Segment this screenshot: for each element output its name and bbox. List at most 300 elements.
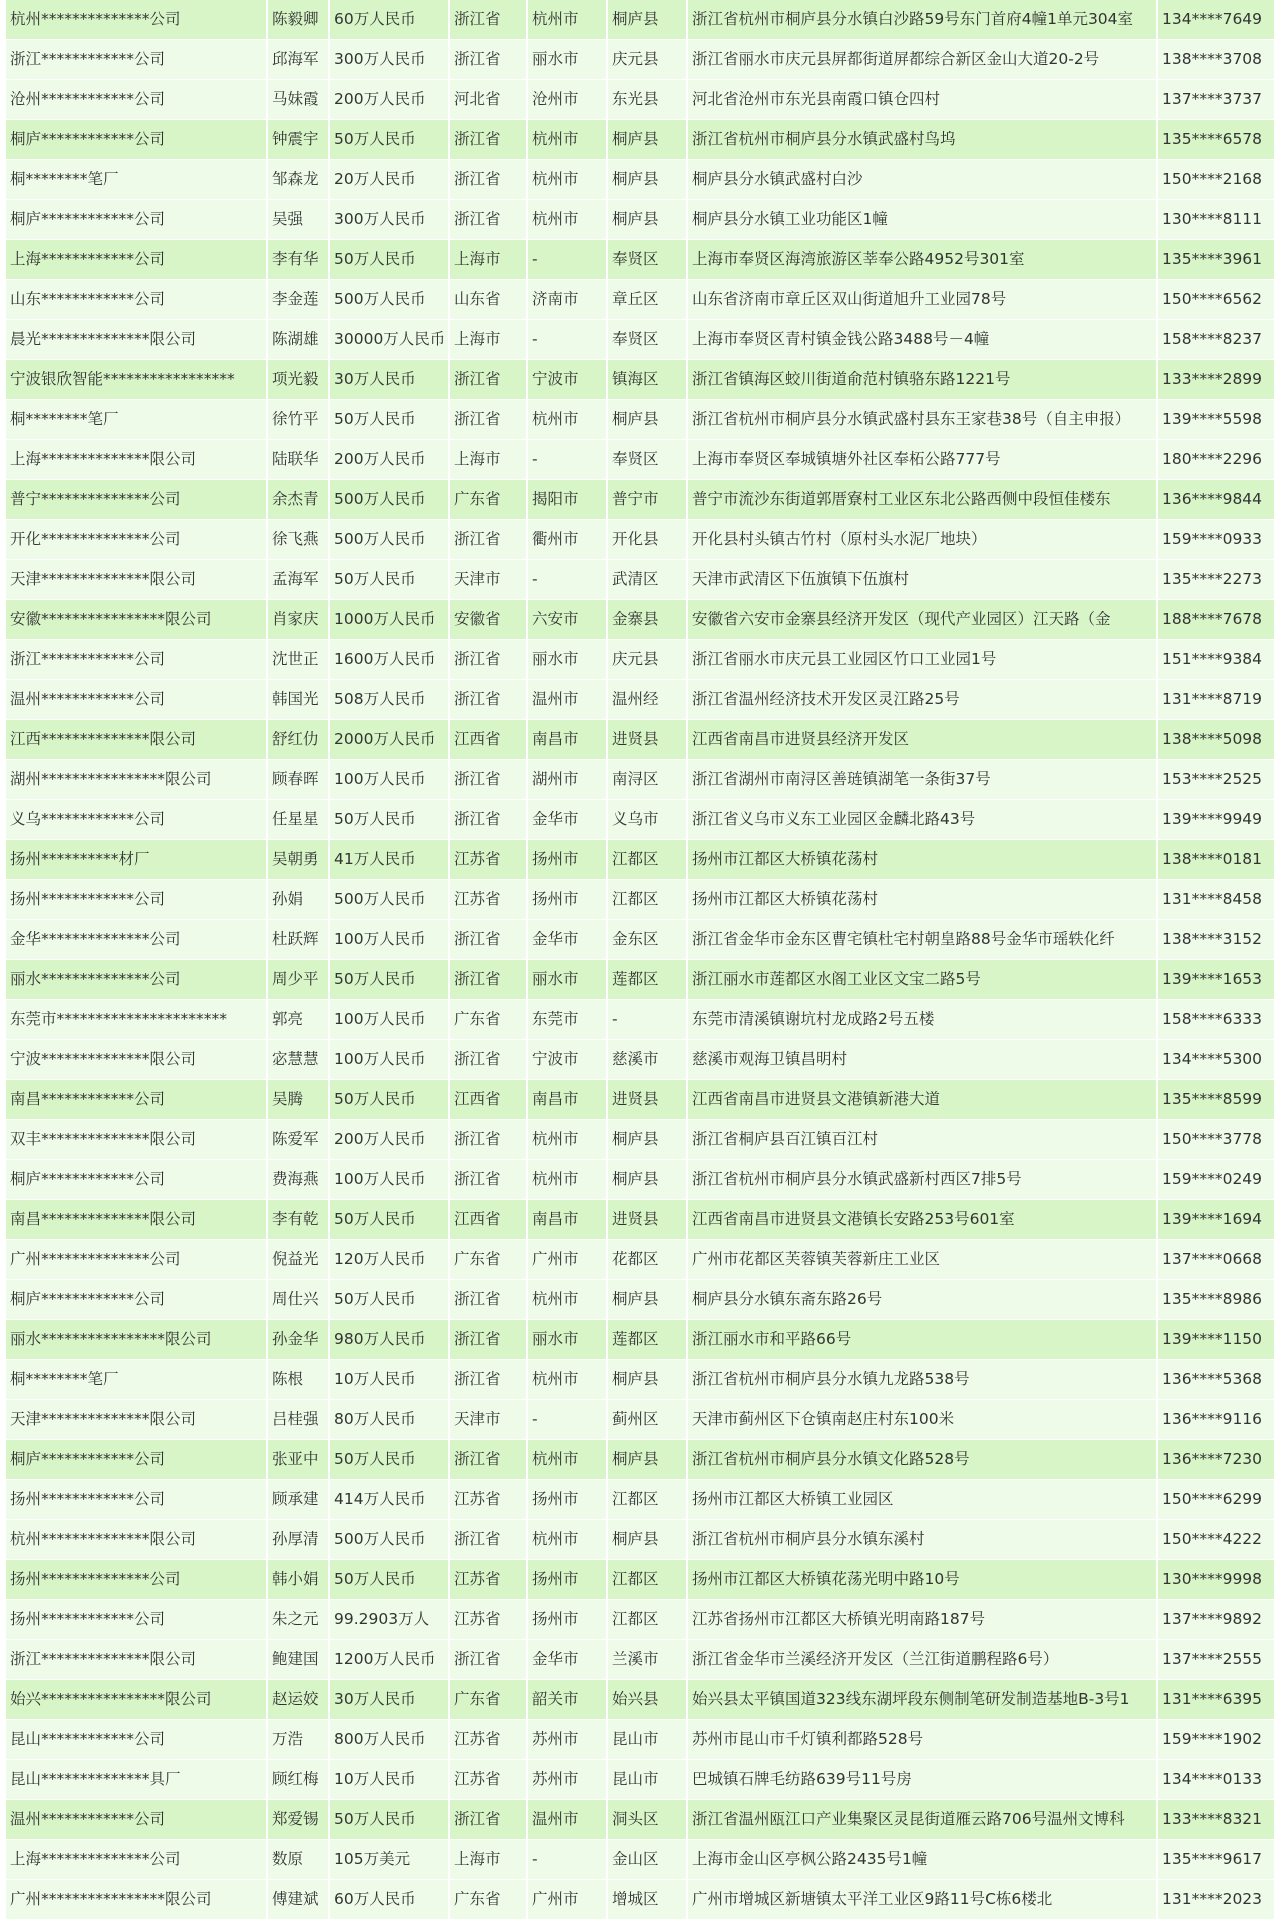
phone-cell: 130****9998 xyxy=(1156,1560,1274,1599)
contact-name-cell: 张亚中 xyxy=(266,1440,328,1479)
city-cell: 丽水市 xyxy=(526,1320,606,1359)
address-cell: 浙江省丽水市庆元县屏都街道屏都综合新区金山大道20-2号 xyxy=(686,40,1156,79)
district-cell: 桐庐县 xyxy=(606,200,686,239)
province-cell: 浙江省 xyxy=(448,200,526,239)
phone-cell: 133****8321 xyxy=(1156,1800,1274,1839)
address-cell: 桐庐县分水镇东斋东路26号 xyxy=(686,1280,1156,1319)
province-cell: 浙江省 xyxy=(448,1440,526,1479)
registered-capital-cell: 980万人民币 xyxy=(328,1320,448,1359)
phone-cell: 137****9892 xyxy=(1156,1600,1274,1639)
table-row xyxy=(6,720,1274,760)
registered-capital-cell: 50万人民币 xyxy=(328,1200,448,1239)
company-name-cell: 上海************公司 xyxy=(10,250,166,268)
contact-name-cell: 李有乾 xyxy=(266,1200,328,1239)
province-cell: 浙江省 xyxy=(448,640,526,679)
table-row xyxy=(6,1120,1274,1160)
district-cell: 兰溪市 xyxy=(606,1640,686,1679)
contact-name-cell: 钟震宇 xyxy=(266,120,328,159)
province-cell: 上海市 xyxy=(448,240,526,279)
registered-capital-cell: 500万人民币 xyxy=(328,1520,448,1559)
phone-cell: 136****7230 xyxy=(1156,1440,1274,1479)
phone-cell: 139****1694 xyxy=(1156,1200,1274,1239)
province-cell: 浙江省 xyxy=(448,920,526,959)
phone-cell: 158****8237 xyxy=(1156,320,1274,359)
table-row xyxy=(6,1800,1274,1840)
address-cell: 浙江省杭州市桐庐县分水镇东溪村 xyxy=(686,1520,1156,1559)
registered-capital-cell: 50万人民币 xyxy=(328,560,448,599)
phone-cell: 135****8599 xyxy=(1156,1080,1274,1119)
table-row xyxy=(6,600,1274,640)
province-cell: 江西省 xyxy=(448,1080,526,1119)
province-cell: 山东省 xyxy=(448,280,526,319)
city-cell: 苏州市 xyxy=(526,1760,606,1799)
registered-capital-cell: 500万人民币 xyxy=(328,480,448,519)
province-cell: 天津市 xyxy=(448,1400,526,1439)
district-cell: 温州经 xyxy=(606,680,686,719)
district-cell: - xyxy=(606,1000,686,1039)
table-row xyxy=(6,280,1274,320)
table-row xyxy=(6,1680,1274,1720)
city-cell: 广州市 xyxy=(526,1880,606,1919)
province-cell: 浙江省 xyxy=(448,360,526,399)
city-cell: 温州市 xyxy=(526,680,606,719)
address-cell: 浙江省杭州市桐庐县分水镇武盛村县东王家巷38号（自主申报） xyxy=(686,400,1156,439)
province-cell: 浙江省 xyxy=(448,960,526,999)
company-name-cell: 昆山************公司 xyxy=(10,1730,166,1748)
contact-name-cell: 陈爱军 xyxy=(266,1120,328,1159)
address-cell: 桐庐县分水镇工业功能区1幢 xyxy=(686,200,1156,239)
province-cell: 河北省 xyxy=(448,80,526,119)
registered-capital-cell: 500万人民币 xyxy=(328,280,448,319)
phone-cell: 131****8458 xyxy=(1156,880,1274,919)
registered-capital-cell: 99.2903万人 xyxy=(328,1600,448,1639)
phone-cell: 159****0249 xyxy=(1156,1160,1274,1199)
contact-name-cell: 孙金华 xyxy=(266,1320,328,1359)
registered-capital-cell: 80万人民币 xyxy=(328,1400,448,1439)
phone-cell: 159****1902 xyxy=(1156,1720,1274,1759)
registered-capital-cell: 41万人民币 xyxy=(328,840,448,879)
contact-name-cell: 郭亮 xyxy=(266,1000,328,1039)
contact-name-cell: 郑爱锡 xyxy=(266,1800,328,1839)
contact-name-cell: 傅建斌 xyxy=(266,1880,328,1919)
table-row xyxy=(6,120,1274,160)
phone-cell: 139****1653 xyxy=(1156,960,1274,999)
district-cell: 奉贤区 xyxy=(606,320,686,359)
company-name-cell: 开化**************公司 xyxy=(10,530,181,548)
district-cell: 金寨县 xyxy=(606,600,686,639)
address-cell: 浙江丽水市莲都区水阁工业区文宝二路5号 xyxy=(686,960,1156,999)
table-row xyxy=(6,1040,1274,1080)
city-cell: 扬州市 xyxy=(526,1480,606,1519)
company-name-cell: 安徽****************限公司 xyxy=(10,610,212,628)
phone-cell: 137****2555 xyxy=(1156,1640,1274,1679)
province-cell: 江苏省 xyxy=(448,1560,526,1599)
address-cell: 扬州市江都区大桥镇花荡村 xyxy=(686,840,1156,879)
phone-cell: 137****3737 xyxy=(1156,80,1274,119)
province-cell: 浙江省 xyxy=(448,520,526,559)
company-name-cell: 桐庐************公司 xyxy=(10,1290,166,1308)
phone-cell: 137****0668 xyxy=(1156,1240,1274,1279)
city-cell: 金华市 xyxy=(526,1640,606,1679)
city-cell: 杭州市 xyxy=(526,200,606,239)
table-row xyxy=(6,1520,1274,1560)
phone-cell: 136****9116 xyxy=(1156,1400,1274,1439)
province-cell: 广东省 xyxy=(448,480,526,519)
company-name-cell: 桐********笔厂 xyxy=(10,1370,119,1388)
company-name-cell: 上海**************限公司 xyxy=(10,450,197,468)
company-name-cell: 宁波银欣智能***************** xyxy=(10,370,235,388)
table-row xyxy=(6,1200,1274,1240)
province-cell: 江苏省 xyxy=(448,1480,526,1519)
phone-cell: 135****6578 xyxy=(1156,120,1274,159)
registered-capital-cell: 200万人民币 xyxy=(328,1120,448,1159)
province-cell: 江西省 xyxy=(448,1200,526,1239)
address-cell: 广州市增城区新塘镇太平洋工业区9路11号C栋6楼北 xyxy=(686,1880,1156,1919)
address-cell: 江西省南昌市进贤县经济开发区 xyxy=(686,720,1156,759)
province-cell: 浙江省 xyxy=(448,1160,526,1199)
address-cell: 浙江省杭州市桐庐县分水镇文化路528号 xyxy=(686,1440,1156,1479)
company-name-cell: 湖州****************限公司 xyxy=(10,770,212,788)
table-row xyxy=(6,320,1274,360)
city-cell: - xyxy=(526,320,606,359)
registered-capital-cell: 50万人民币 xyxy=(328,120,448,159)
table-row xyxy=(6,1000,1274,1040)
phone-cell: 150****4222 xyxy=(1156,1520,1274,1559)
contact-name-cell: 杜跃辉 xyxy=(266,920,328,959)
city-cell: - xyxy=(526,560,606,599)
address-cell: 浙江省义乌市义东工业园区金麟北路43号 xyxy=(686,800,1156,839)
contact-name-cell: 万浩 xyxy=(266,1720,328,1759)
table-row xyxy=(6,0,1274,40)
district-cell: 江都区 xyxy=(606,1560,686,1599)
table-row xyxy=(6,240,1274,280)
city-cell: 杭州市 xyxy=(526,400,606,439)
city-cell: 杭州市 xyxy=(526,1520,606,1559)
company-name-cell: 扬州************公司 xyxy=(10,890,166,908)
registered-capital-cell: 10万人民币 xyxy=(328,1760,448,1799)
table-row xyxy=(6,1320,1274,1360)
district-cell: 桐庐县 xyxy=(606,1360,686,1399)
contact-name-cell: 任星星 xyxy=(266,800,328,839)
company-name-cell: 桐庐************公司 xyxy=(10,210,166,228)
phone-cell: 135****8986 xyxy=(1156,1280,1274,1319)
address-cell: 浙江省桐庐县百江镇百江村 xyxy=(686,1120,1156,1159)
address-cell: 江西省南昌市进贤县文港镇长安路253号601室 xyxy=(686,1200,1156,1239)
address-cell: 浙江省金华市兰溪经济开发区（兰江街道鹏程路6号） xyxy=(686,1640,1156,1679)
contact-name-cell: 陈毅卿 xyxy=(266,0,328,39)
contact-name-cell: 马妹霞 xyxy=(266,80,328,119)
district-cell: 花都区 xyxy=(606,1240,686,1279)
table-row xyxy=(6,1760,1274,1800)
table-row xyxy=(6,1280,1274,1320)
registered-capital-cell: 1200万人民币 xyxy=(328,1640,448,1679)
province-cell: 广东省 xyxy=(448,1240,526,1279)
contact-name-cell: 鲍建国 xyxy=(266,1640,328,1679)
phone-cell: 133****2899 xyxy=(1156,360,1274,399)
district-cell: 莲都区 xyxy=(606,960,686,999)
province-cell: 浙江省 xyxy=(448,1280,526,1319)
company-name-cell: 杭州**************公司 xyxy=(10,10,181,28)
district-cell: 慈溪市 xyxy=(606,1040,686,1079)
province-cell: 浙江省 xyxy=(448,1360,526,1399)
city-cell: 湖州市 xyxy=(526,760,606,799)
address-cell: 上海市奉贤区奉城镇塘外社区奉柘公路777号 xyxy=(686,440,1156,479)
city-cell: 广州市 xyxy=(526,1240,606,1279)
table-row xyxy=(6,1560,1274,1600)
registered-capital-cell: 1600万人民币 xyxy=(328,640,448,679)
address-cell: 浙江省杭州市桐庐县分水镇武盛村鸟坞 xyxy=(686,120,1156,159)
table-row xyxy=(6,1720,1274,1760)
address-cell: 浙江省温州瓯江口产业集聚区灵昆街道雁云路706号温州文博科 xyxy=(686,1800,1156,1839)
district-cell: 增城区 xyxy=(606,1880,686,1919)
district-cell: 昆山市 xyxy=(606,1760,686,1799)
province-cell: 浙江省 xyxy=(448,1640,526,1679)
contact-name-cell: 吴朝勇 xyxy=(266,840,328,879)
city-cell: - xyxy=(526,1400,606,1439)
company-name-cell: 桐********笔厂 xyxy=(10,170,119,188)
district-cell: 昆山市 xyxy=(606,1720,686,1759)
district-cell: 桐庐县 xyxy=(606,1520,686,1559)
city-cell: 温州市 xyxy=(526,1800,606,1839)
registered-capital-cell: 500万人民币 xyxy=(328,880,448,919)
city-cell: 杭州市 xyxy=(526,1120,606,1159)
district-cell: 武清区 xyxy=(606,560,686,599)
registered-capital-cell: 20万人民币 xyxy=(328,160,448,199)
district-cell: 镇海区 xyxy=(606,360,686,399)
province-cell: 浙江省 xyxy=(448,400,526,439)
city-cell: 六安市 xyxy=(526,600,606,639)
phone-cell: 136****5368 xyxy=(1156,1360,1274,1399)
contact-name-cell: 韩国光 xyxy=(266,680,328,719)
city-cell: 苏州市 xyxy=(526,1720,606,1759)
company-name-cell: 上海**************公司 xyxy=(10,1850,181,1868)
contact-name-cell: 舒红仂 xyxy=(266,720,328,759)
district-cell: 桐庐县 xyxy=(606,0,686,39)
table-row xyxy=(6,560,1274,600)
company-name-cell: 广州****************限公司 xyxy=(10,1890,212,1908)
company-name-cell: 普宁**************公司 xyxy=(10,490,181,508)
table-row xyxy=(6,160,1274,200)
phone-cell: 138****5098 xyxy=(1156,720,1274,759)
phone-cell: 150****3778 xyxy=(1156,1120,1274,1159)
company-name-cell: 南昌**************限公司 xyxy=(10,1210,197,1228)
province-cell: 浙江省 xyxy=(448,0,526,39)
contact-name-cell: 周仕兴 xyxy=(266,1280,328,1319)
address-cell: 上海市奉贤区青村镇金钱公路3488号－4幢 xyxy=(686,320,1156,359)
address-cell: 浙江省镇海区蛟川街道俞范村镇骆东路1221号 xyxy=(686,360,1156,399)
registered-capital-cell: 500万人民币 xyxy=(328,520,448,559)
company-name-cell: 宁波**************限公司 xyxy=(10,1050,197,1068)
phone-cell: 134****5300 xyxy=(1156,1040,1274,1079)
city-cell: 南昌市 xyxy=(526,1080,606,1119)
table-row xyxy=(6,680,1274,720)
address-cell: 浙江省湖州市南浔区善琏镇湖笔一条街37号 xyxy=(686,760,1156,799)
district-cell: 南浔区 xyxy=(606,760,686,799)
district-cell: 莲都区 xyxy=(606,1320,686,1359)
company-name-cell: 丽水**************公司 xyxy=(10,970,181,988)
registered-capital-cell: 100万人民币 xyxy=(328,920,448,959)
province-cell: 上海市 xyxy=(448,1840,526,1879)
company-name-cell: 扬州************公司 xyxy=(10,1610,166,1628)
phone-cell: 153****2525 xyxy=(1156,760,1274,799)
city-cell: 南昌市 xyxy=(526,720,606,759)
district-cell: 奉贤区 xyxy=(606,240,686,279)
table-row xyxy=(6,1080,1274,1120)
address-cell: 浙江省丽水市庆元县工业园区竹口工业园1号 xyxy=(686,640,1156,679)
district-cell: 桐庐县 xyxy=(606,120,686,159)
contact-name-cell: 李金莲 xyxy=(266,280,328,319)
registered-capital-cell: 300万人民币 xyxy=(328,40,448,79)
district-cell: 桐庐县 xyxy=(606,1160,686,1199)
company-name-cell: 温州************公司 xyxy=(10,690,166,708)
company-name-cell: 东莞市********************** xyxy=(10,1010,228,1028)
city-cell: 韶关市 xyxy=(526,1680,606,1719)
registered-capital-cell: 120万人民币 xyxy=(328,1240,448,1279)
table-row xyxy=(6,440,1274,480)
company-name-cell: 浙江************公司 xyxy=(10,50,166,68)
city-cell: 杭州市 xyxy=(526,1160,606,1199)
address-cell: 巴城镇石牌毛纺路639号11号房 xyxy=(686,1760,1156,1799)
city-cell: - xyxy=(526,240,606,279)
district-cell: 桐庐县 xyxy=(606,1440,686,1479)
registered-capital-cell: 30万人民币 xyxy=(328,360,448,399)
company-name-cell: 桐庐************公司 xyxy=(10,1170,166,1188)
province-cell: 浙江省 xyxy=(448,680,526,719)
address-cell: 天津市蓟州区下仓镇南赵庄村东100米 xyxy=(686,1400,1156,1439)
registered-capital-cell: 30000万人民币 xyxy=(328,320,448,359)
district-cell: 东光县 xyxy=(606,80,686,119)
table-row xyxy=(6,840,1274,880)
province-cell: 浙江省 xyxy=(448,1040,526,1079)
city-cell: 沧州市 xyxy=(526,80,606,119)
district-cell: 洞头区 xyxy=(606,1800,686,1839)
address-cell: 扬州市江都区大桥镇花荡村 xyxy=(686,880,1156,919)
contact-name-cell: 宓慧慧 xyxy=(266,1040,328,1079)
phone-cell: 135****9617 xyxy=(1156,1840,1274,1879)
contact-name-cell: 顾春晖 xyxy=(266,760,328,799)
registered-capital-cell: 50万人民币 xyxy=(328,240,448,279)
province-cell: 浙江省 xyxy=(448,1800,526,1839)
district-cell: 庆元县 xyxy=(606,640,686,679)
contact-name-cell: 朱之元 xyxy=(266,1600,328,1639)
province-cell: 浙江省 xyxy=(448,1120,526,1159)
province-cell: 浙江省 xyxy=(448,760,526,799)
address-cell: 慈溪市观海卫镇昌明村 xyxy=(686,1040,1156,1079)
company-name-cell: 天津**************限公司 xyxy=(10,570,197,588)
table-row xyxy=(6,760,1274,800)
contact-name-cell: 沈世正 xyxy=(266,640,328,679)
address-cell: 浙江省杭州市桐庐县分水镇白沙路59号东门首府4幢1单元304室 xyxy=(686,0,1156,39)
registered-capital-cell: 50万人民币 xyxy=(328,1800,448,1839)
registered-capital-cell: 50万人民币 xyxy=(328,1280,448,1319)
phone-cell: 150****6562 xyxy=(1156,280,1274,319)
company-name-cell: 天津**************限公司 xyxy=(10,1410,197,1428)
contact-name-cell: 余杰青 xyxy=(266,480,328,519)
address-cell: 江西省南昌市进贤县文港镇新港大道 xyxy=(686,1080,1156,1119)
province-cell: 广东省 xyxy=(448,1680,526,1719)
contact-name-cell: 陈湖雄 xyxy=(266,320,328,359)
contact-name-cell: 邱海军 xyxy=(266,40,328,79)
table-row xyxy=(6,1160,1274,1200)
registered-capital-cell: 50万人民币 xyxy=(328,1440,448,1479)
phone-cell: 158****6333 xyxy=(1156,1000,1274,1039)
address-cell: 浙江丽水市和平路66号 xyxy=(686,1320,1156,1359)
address-cell: 天津市武清区下伍旗镇下伍旗村 xyxy=(686,560,1156,599)
contact-name-cell: 数原 xyxy=(266,1840,328,1879)
province-cell: 浙江省 xyxy=(448,1320,526,1359)
table-row xyxy=(6,40,1274,80)
district-cell: 义乌市 xyxy=(606,800,686,839)
district-cell: 桐庐县 xyxy=(606,1120,686,1159)
phone-cell: 139****1150 xyxy=(1156,1320,1274,1359)
province-cell: 浙江省 xyxy=(448,800,526,839)
contact-name-cell: 吕桂强 xyxy=(266,1400,328,1439)
contact-name-cell: 徐飞燕 xyxy=(266,520,328,559)
registered-capital-cell: 200万人民币 xyxy=(328,440,448,479)
contact-name-cell: 周少平 xyxy=(266,960,328,999)
contact-name-cell: 徐竹平 xyxy=(266,400,328,439)
district-cell: 庆元县 xyxy=(606,40,686,79)
district-cell: 始兴县 xyxy=(606,1680,686,1719)
table-row xyxy=(6,1240,1274,1280)
registered-capital-cell: 100万人民币 xyxy=(328,1040,448,1079)
address-cell: 扬州市江都区大桥镇工业园区 xyxy=(686,1480,1156,1519)
province-cell: 上海市 xyxy=(448,440,526,479)
registered-capital-cell: 300万人民币 xyxy=(328,200,448,239)
city-cell: 宁波市 xyxy=(526,1040,606,1079)
company-name-cell: 温州************公司 xyxy=(10,1810,166,1828)
city-cell: 东莞市 xyxy=(526,1000,606,1039)
district-cell: 江都区 xyxy=(606,880,686,919)
table-row xyxy=(6,200,1274,240)
address-cell: 山东省济南市章丘区双山街道旭升工业园78号 xyxy=(686,280,1156,319)
phone-cell: 151****9384 xyxy=(1156,640,1274,679)
district-cell: 进贤县 xyxy=(606,1080,686,1119)
company-name-cell: 义乌************公司 xyxy=(10,810,166,828)
table-row xyxy=(6,400,1274,440)
company-name-cell: 扬州**********材厂 xyxy=(10,850,150,868)
phone-cell: 138****3152 xyxy=(1156,920,1274,959)
city-cell: 扬州市 xyxy=(526,1600,606,1639)
province-cell: 浙江省 xyxy=(448,1520,526,1559)
company-name-cell: 南昌************公司 xyxy=(10,1090,166,1108)
city-cell: 杭州市 xyxy=(526,160,606,199)
city-cell: 杭州市 xyxy=(526,1440,606,1479)
address-cell: 浙江省温州经济技术开发区灵江路25号 xyxy=(686,680,1156,719)
contact-name-cell: 陆联华 xyxy=(266,440,328,479)
registered-capital-cell: 508万人民币 xyxy=(328,680,448,719)
address-cell: 始兴县太平镇国道323线东湖坪段东侧制笔研发制造基地B-3号1 xyxy=(686,1680,1156,1719)
address-cell: 桐庐县分水镇武盛村白沙 xyxy=(686,160,1156,199)
district-cell: 进贤县 xyxy=(606,1200,686,1239)
company-name-cell: 晨光**************限公司 xyxy=(10,330,197,348)
city-cell: 丽水市 xyxy=(526,640,606,679)
company-name-cell: 浙江**************限公司 xyxy=(10,1650,197,1668)
table-row xyxy=(6,1600,1274,1640)
city-cell: 杭州市 xyxy=(526,1280,606,1319)
contact-name-cell: 吴腾 xyxy=(266,1080,328,1119)
registered-capital-cell: 1000万人民币 xyxy=(328,600,448,639)
address-cell: 普宁市流沙东街道郭厝寮村工业区东北公路西侧中段恒佳楼东 xyxy=(686,480,1156,519)
phone-cell: 138****3708 xyxy=(1156,40,1274,79)
city-cell: 杭州市 xyxy=(526,0,606,39)
registered-capital-cell: 2000万人民币 xyxy=(328,720,448,759)
phone-cell: 150****6299 xyxy=(1156,1480,1274,1519)
registered-capital-cell: 100万人民币 xyxy=(328,760,448,799)
district-cell: 金东区 xyxy=(606,920,686,959)
city-cell: 扬州市 xyxy=(526,840,606,879)
address-cell: 浙江省杭州市桐庐县分水镇九龙路538号 xyxy=(686,1360,1156,1399)
